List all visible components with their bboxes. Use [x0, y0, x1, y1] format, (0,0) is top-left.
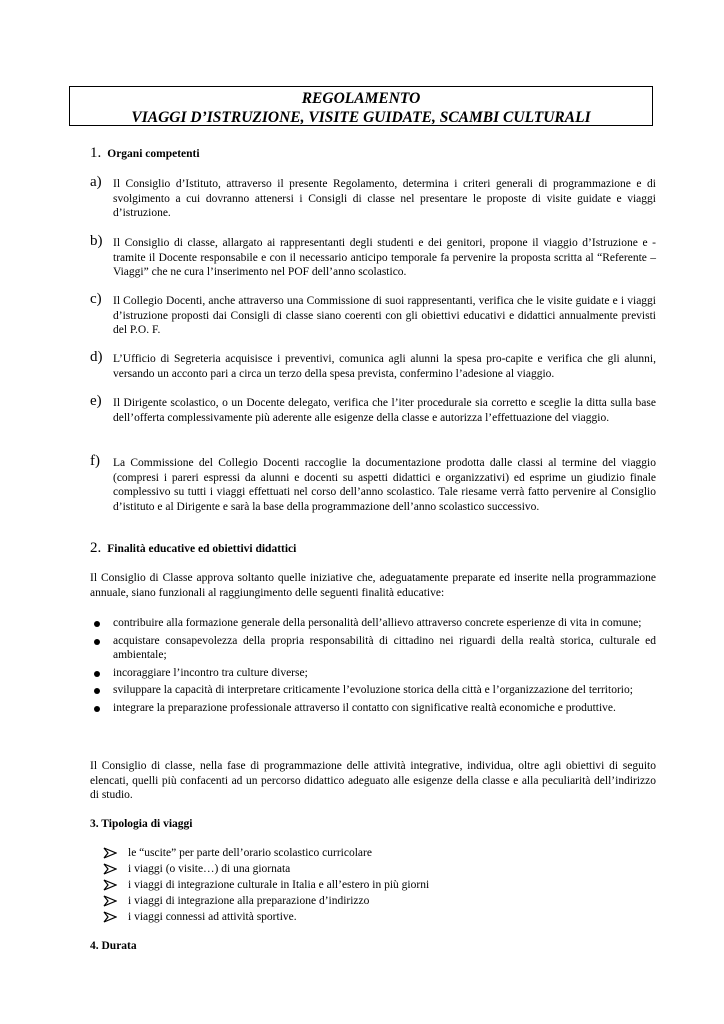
list-item: sviluppare la capacità di interpretare criticamente l’evoluzione storica della città e l’organizzazione del territorio; — [90, 683, 656, 698]
bullet-icon — [94, 621, 100, 627]
section-1-heading — [90, 146, 200, 162]
item-text: Il Consiglio d’Istituto, attraverso il presente Regolamento, determina i criteri generali di programmazione e di svolgimento a cui dovranno attenersi i Consigli di classe nel presentare le proposte di visite guidate e viaggi d’istruzione. — [113, 178, 656, 220]
document-title-box — [69, 86, 653, 126]
section-1-title: Organi competenti — [107, 148, 200, 160]
item-letter: b) — [90, 233, 103, 249]
item-letter: e) — [90, 393, 102, 409]
list-item: contribuire alla formazione generale della personalità dell’allievo attraverso concrete esperienze di vita in comune; — [90, 616, 656, 631]
finalita-list — [90, 616, 656, 719]
bullet-icon — [94, 671, 100, 677]
section-2-title: Finalità educative ed obiettivi didattici — [107, 543, 297, 555]
list-item — [90, 349, 656, 381]
arrow-bullet-icon — [103, 847, 117, 859]
item-text: Il Collegio Docenti, anche attraverso una Commissione di suoi rappresentanti, verifica che le visite guidate e i viaggi d’istruzione proposti dai Consigli di classe siano coerenti con gli obiettivi educativi e didattici annualmente previsti del P.O. F. — [113, 295, 656, 337]
bullet-icon — [94, 639, 100, 645]
item-letter: f) — [90, 453, 100, 469]
list-item — [90, 453, 656, 514]
section-2-intro: Il Consiglio di Classe approva soltanto quelle iniziative che, adeguatamente preparate ed inserite nella programmazione annuale, siano funzionali al raggiungimento delle seguenti finalità educative: — [90, 572, 656, 599]
section-1-number: 1. — [90, 145, 102, 161]
section-3-heading: 3. Tipologia di viaggi — [90, 818, 193, 830]
section-2-heading — [90, 541, 296, 557]
item-text: La Commissione del Collegio Docenti raccoglie la documentazione prodotta dalle classi al termine del viaggio (compresi i pareri espressi da alunni e docenti su aspetti didattici e organizzativi) ed esprime un giudizio finale complessivo su tutti i viaggi effettuati nel corso dell’anno scolastico. Tale riesame verrà fatto pervenire al Consiglio d’istituto e al Dirigente e sarà la base della programmazione dell’anno scolastico successivo. — [113, 457, 656, 513]
item-text: Il Consiglio di classe, allargato ai rappresentanti degli studenti e dei genitori, propone il viaggio d’Istruzione e - tramite il Docente responsabile e con il necessario anticipo temporale fa pervenire la proposta scritta al “Referente – Viaggi” che ne cura l’inserimento nel POF dell’anno scolastico. — [113, 237, 656, 279]
arrow-bullet-icon — [103, 863, 117, 875]
tipologia-list — [103, 845, 623, 925]
list-item — [90, 233, 656, 280]
item-text: L’Ufficio di Segreteria acquisisce i preventivi, comunica agli alunni la spesa pro-capite e verifica che gli alunni, versando un acconto pari a circa un terzo della spesa prevista, confermino l’adesione al viaggio. — [113, 353, 656, 380]
list-item — [90, 174, 656, 221]
section-2-number: 2. — [90, 540, 102, 556]
bullet-icon — [94, 688, 100, 694]
list-item: integrare la preparazione professionale attraverso il contatto con significative realtà economiche e produttive. — [90, 701, 656, 716]
list-item: i viaggi (o visite…) di una giornata — [103, 861, 623, 877]
arrow-bullet-icon — [103, 895, 117, 907]
item-letter: a) — [90, 174, 102, 190]
list-item: le “uscite” per parte dell’orario scolastico curricolare — [103, 845, 623, 861]
item-letter: c) — [90, 291, 102, 307]
title-line-2: VIAGGI D’ISTRUZIONE, VISITE GUIDATE, SCAMBI CULTURALI — [131, 109, 591, 126]
list-item: i viaggi di integrazione alla preparazione d’indirizzo — [103, 893, 623, 909]
list-item — [90, 393, 656, 425]
list-item: acquistare consapevolezza della propria responsabilità di cittadino nei riguardi della realtà storica, culturale ed ambientale; — [90, 634, 656, 663]
arrow-bullet-icon — [103, 879, 117, 891]
list-item: incoraggiare l’incontro tra culture diverse; — [90, 666, 656, 681]
item-text: Il Dirigente scolastico, o un Docente delegato, verifica che l’iter procedurale sia corretto e sceglie la ditta sulla base dell’offerta complessivamente più aderente alle esigenze della classe e autorizza l’effettuazione del viaggio. — [113, 397, 656, 424]
title-line-1: REGOLAMENTO — [301, 90, 421, 107]
list-item — [90, 291, 656, 338]
bullet-icon — [94, 706, 100, 712]
arrow-bullet-icon — [103, 911, 117, 923]
list-item: i viaggi connessi ad attività sportive. — [103, 909, 623, 925]
section-2-closing: Il Consiglio di classe, nella fase di programmazione delle attività integrative, individua, oltre agli obiettivi di seguito elencati, quelli più confacenti ad un percorso didattico adeguato alle esigenze della classe e alla peculiarità dell’indirizzo di studio. — [90, 760, 656, 802]
section-4-heading: 4. Durata — [90, 940, 137, 952]
list-item: i viaggi di integrazione culturale in Italia e all’estero in più giorni — [103, 877, 623, 893]
item-letter: d) — [90, 349, 103, 365]
